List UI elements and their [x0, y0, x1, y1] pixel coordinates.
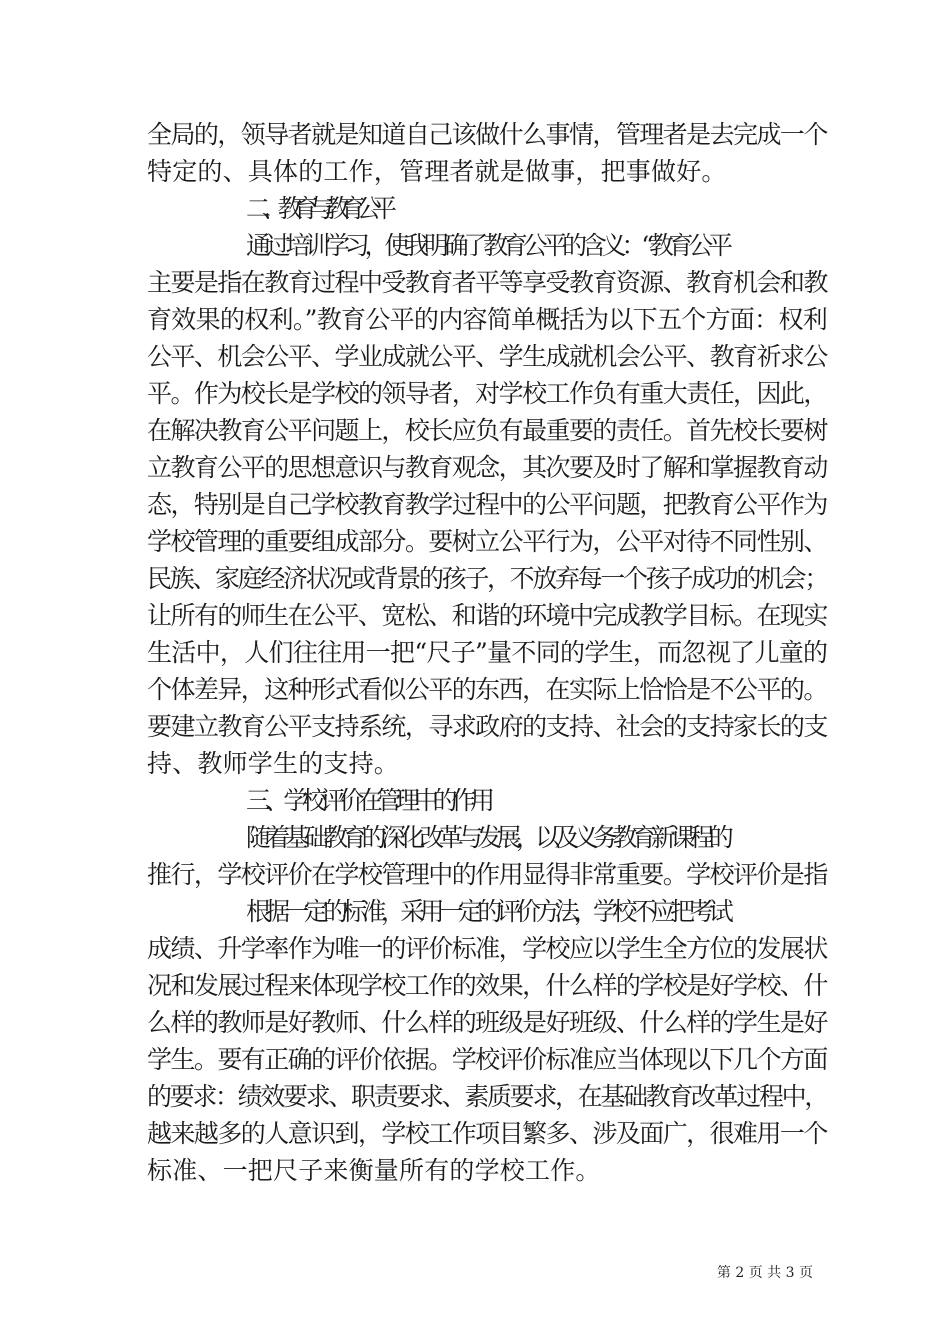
text-line: 立教育公平的思想意识与教育观念，其次要及时了解和掌握教育动 [147, 453, 827, 482]
text-line: 通过培训学习，使我明确了教育公平的含义：“教育公平 [246, 231, 728, 260]
text-line: 要建立教育公平支持系统，寻求政府的支持、社会的支持家长的支 [147, 712, 827, 741]
text-line: 么样的教师是好教师、什么样的班级是好班级、什么样的学生是好 [147, 1008, 827, 1037]
text-line: 的要求：绩效要求、职责要求、素质要求，在基础教育改革过程中， [147, 1082, 828, 1111]
text-line: 态，特别是自己学校教育教学过程中的公平问题，把教育公平作为 [147, 490, 827, 519]
text-line: 全局的，领导者就是知道自己该做什么事情，管理者是去完成一个 [147, 120, 827, 149]
text-line: 况和发展过程来体现学校工作的效果，什么样的学校是好学校、什 [147, 971, 827, 1000]
text-line: 成绩、升学率作为唯一的评价标准，学校应以学生全方位的发展状 [147, 934, 827, 963]
text-line: 主要是指在教育过程中受教育者平等享受教育资源、教育机会和教 [147, 268, 827, 297]
text-line: 二、教育与教育公平 [246, 194, 388, 223]
text-line: 平。作为校长是学校的领导者，对学校工作负有重大责任，因此， [147, 379, 827, 408]
text-line: 生活中，人们往往用一把“尺子”量不同的学生，而忽视了儿童的 [147, 638, 828, 667]
text-line: 标准、一把尺子来衡量所有的学校工作。 [147, 1156, 601, 1185]
text-line: 让所有的师生在公平、宽松、和谐的环境中完成教学目标。在现实 [147, 601, 827, 630]
text-line: 学校管理的重要组成部分。要树立公平行为，公平对待不同性别、 [147, 527, 827, 556]
text-line: 三、学校评价在管理中的作用 [246, 786, 489, 815]
text-line: 个体差异，这种形式看似公平的东西，在实际上恰恰是不公平的。 [147, 675, 827, 704]
text-line: 随着基础教育的深化改革与发展，以及义务教育新课程的 [246, 823, 729, 852]
text-line: 特定的、具体的工作，管理者就是做事，把事做好。 [147, 157, 727, 186]
text-line: 根据一定的标准，采用一定的评价方法，学校不应把考试 [246, 897, 729, 926]
text-line: 持、教师学生的支持。 [147, 749, 400, 778]
text-line: 越来越多的人意识到，学校工作项目繁多、涉及面广，很难用一个 [147, 1119, 827, 1148]
page-number: 第 2 页 共 3 页 [716, 1265, 813, 1281]
text-line: 民族、家庭经济状况或背景的孩子，不放弃每一个孩子成功的机会； [147, 564, 828, 593]
text-line: 育效果的权利。”教育公平的内容简单概括为以下五个方面：权利 [147, 305, 828, 334]
text-line: 公平、机会公平、学业成就公平、学生成就机会公平、教育祈求公 [147, 342, 827, 371]
text-line: 在解决教育公平问题上，校长应负有最重要的责任。首先校长要树 [147, 416, 827, 445]
document-body [147, 116, 828, 1189]
text-line: 学生。要有正确的评价依据。学校评价标准应当体现以下几个方面 [147, 1045, 827, 1074]
text-line: 推行，学校评价在学校管理中的作用显得非常重要。学校评价是指 [147, 860, 827, 889]
